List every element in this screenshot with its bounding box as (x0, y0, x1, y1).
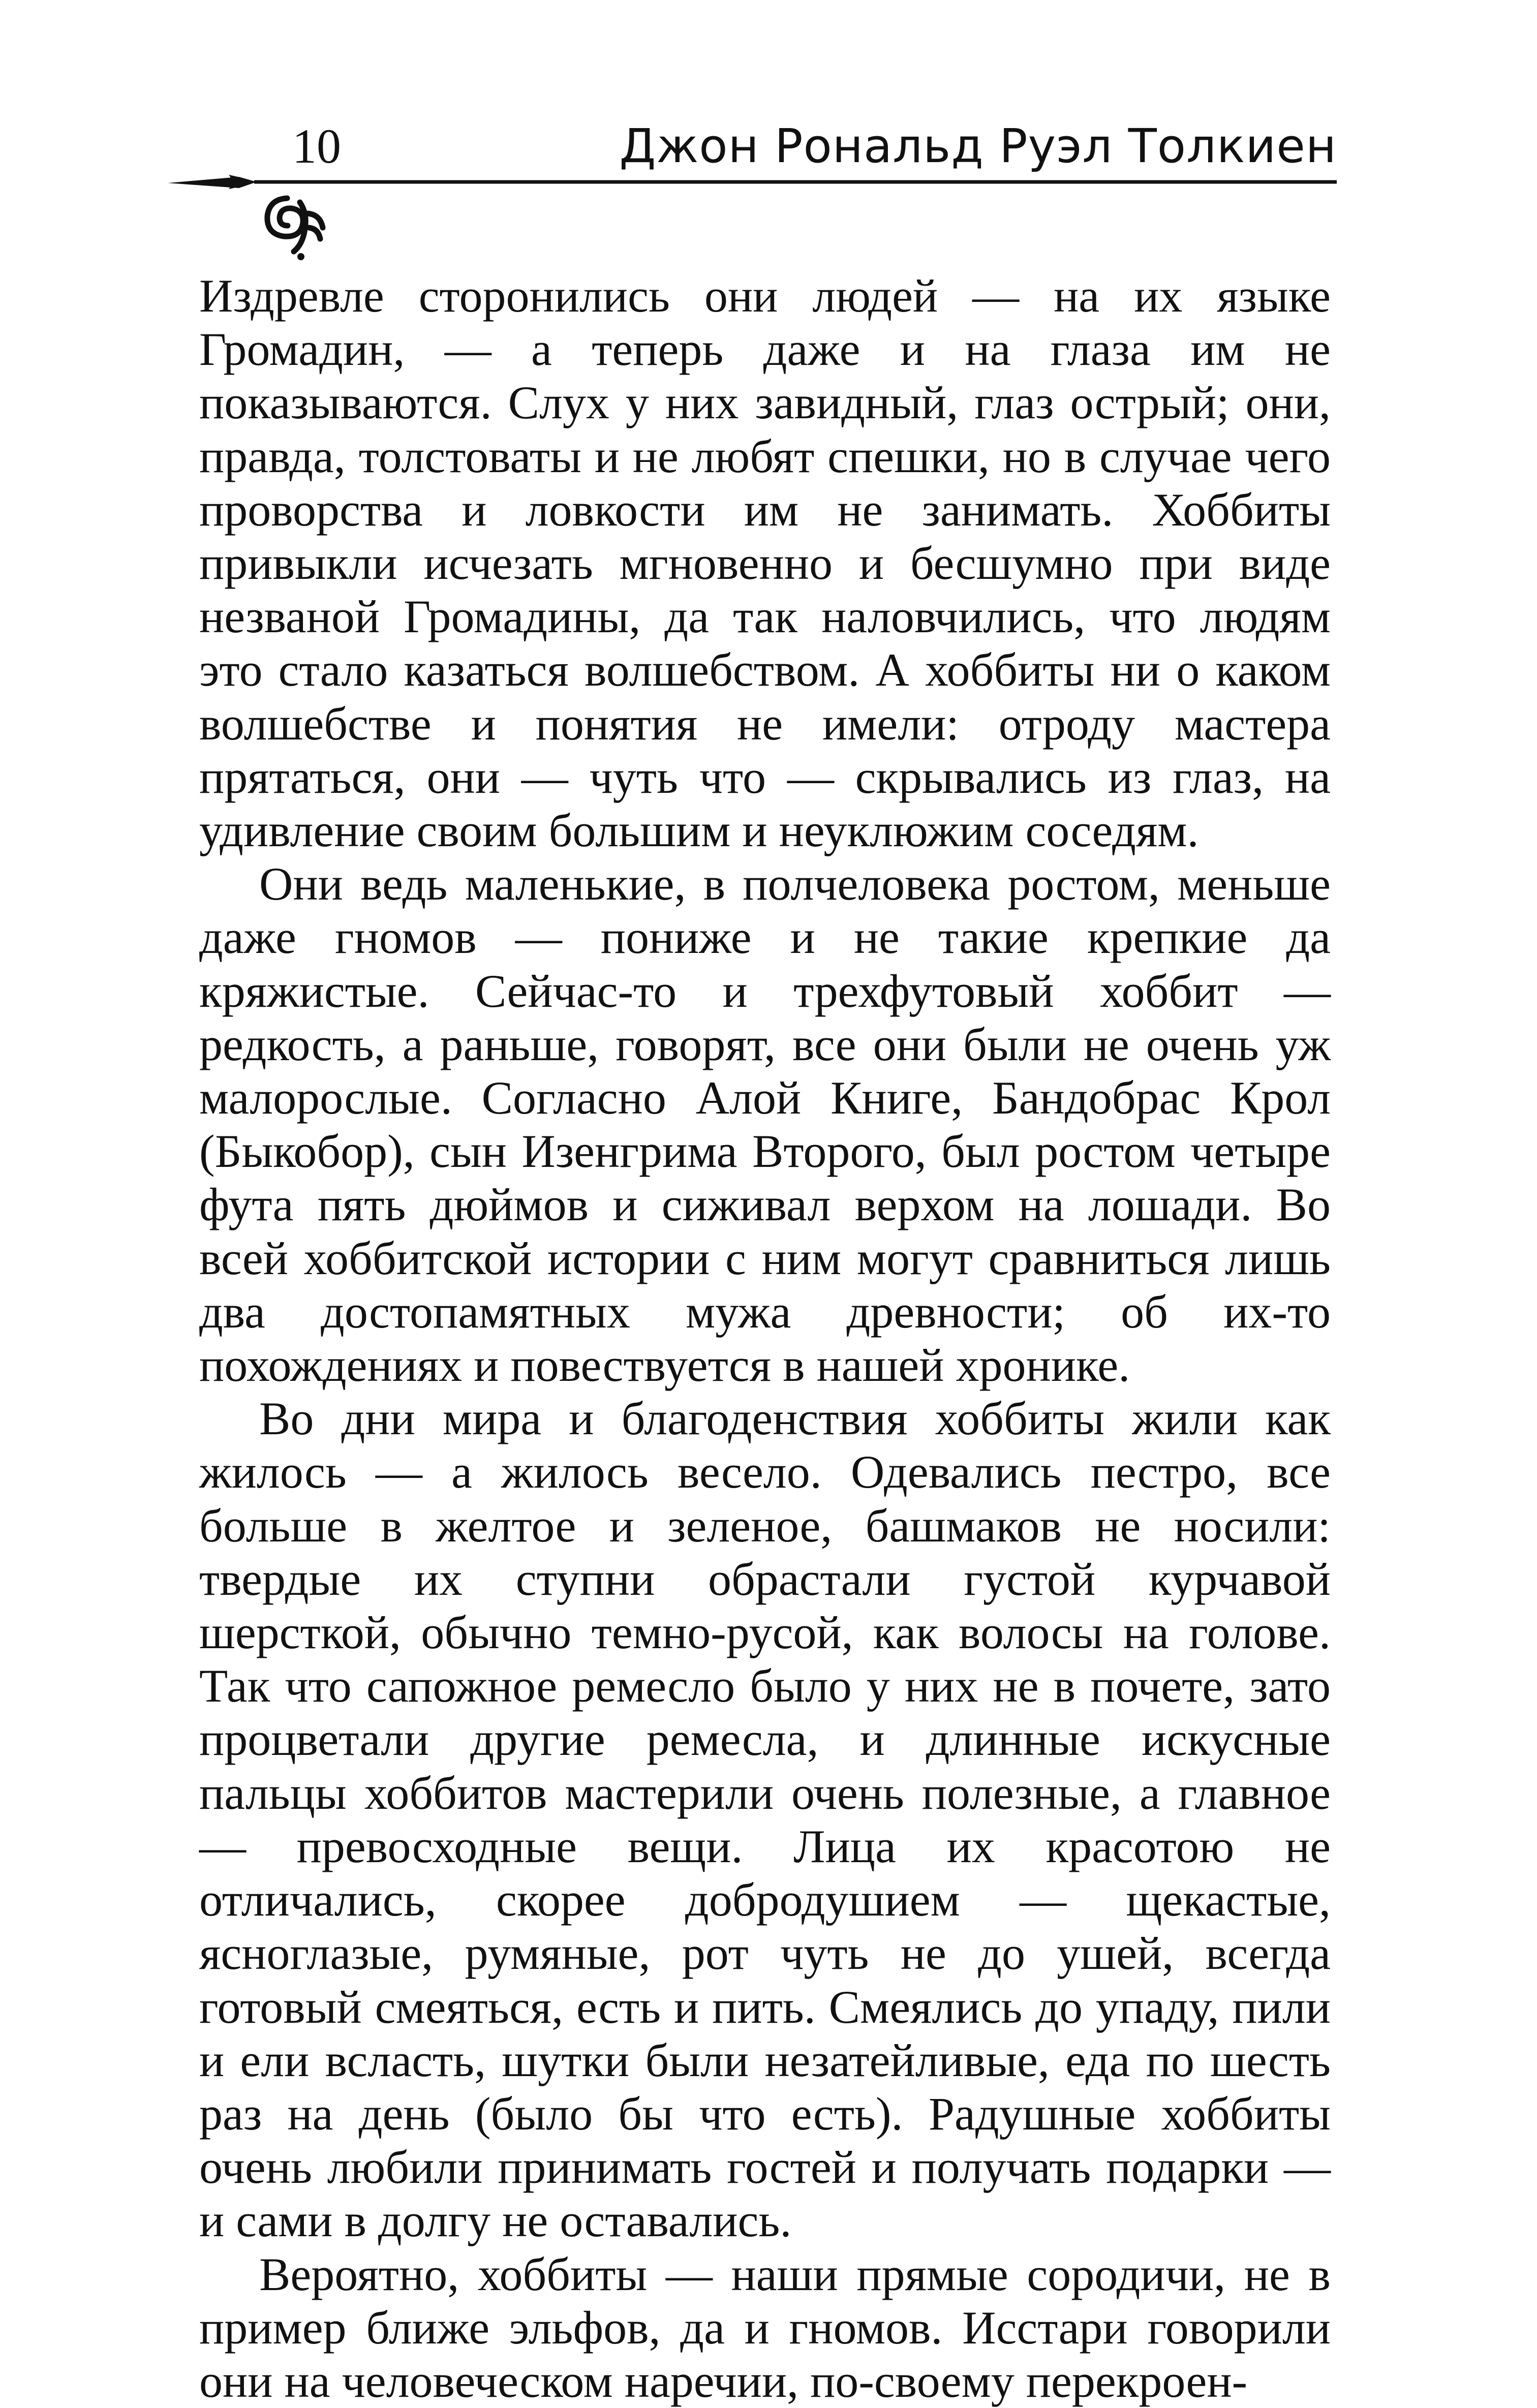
flourish-arrow-icon (168, 168, 1347, 264)
paragraph: Вероятно, хоббиты — наши прямые сородичи, не в пример ближе эльфов, да и гномов. Исстари говорили они на человеческом наречии, по-своему перекроен- (199, 2248, 1331, 2407)
running-head-author: Джон Рональд Руэл Толкиен (619, 119, 1337, 173)
body-text (199, 269, 1331, 2408)
paragraph: Они ведь маленькие, в полчеловека ростом, меньше даже гномов — пониже и не такие крепкие да кряжистые. Сейчас-то и трехфутовый хоббит — редкость, а раньше, говорят, все они были не очень уж малорослые. Согласно Алой Книге, Бандобрас Крол (Быкобор), сын Изенгрима Второго, был ростом четыре фута пять дюймов и сиживал верхом на лошади. Во всей хоббитской истории с ним могут сравниться лишь два достопамятных мужа древности; об их-то похождениях и повествуется в нашей хронике. (199, 858, 1331, 1392)
paragraph: Издревле сторонились они людей — на их языке Громадин, — а теперь даже и на глаза им не показываются. Слух у них завидный, глаз острый; они, правда, толстоваты и не любят спешки, но в случае чего проворства и ловкости им не занимать. Хоббиты привыкли исчезать мгновенно и бесшумно при виде незваной Громадины, да так наловчились, что людям это стало казаться волшебством. А хоббиты ни о каком волшебстве и понятия не имели: отроду мастера прятаться, они — чуть что — скрывались из глаз, на удивление своим большим и неуклюжим соседям. (199, 270, 1331, 857)
page-number: 10 (292, 119, 341, 173)
paragraph: Во дни мира и благоденствия хоббиты жили как жилось — а жилось весело. Одевались пестро, все больше в желтое и зеленое, башмаков не носили: твердые их ступни обрастали густой курчавой шерсткой, обычно темно-русой, как волосы на голове. Так что сапожное ремесло было у них не в почете, зато процветали другие ремесла, и длинные искусные пальцы хоббитов мастерили очень полезные, а главное — превосходные вещи. Лица их красотою не отличались, скорее добродушием — щекастые, ясноглазые, румяные, рот чуть не до ушей, всегда готовый смеяться, есть и пить. Смеялись до упаду, пили и ели всласть, шутки были незатейливые, еда по шесть раз на день (было бы что есть). Радушные хоббиты очень любили принимать гостей и получать подарки — и сами в долгу не оставались. (199, 1393, 1331, 2247)
